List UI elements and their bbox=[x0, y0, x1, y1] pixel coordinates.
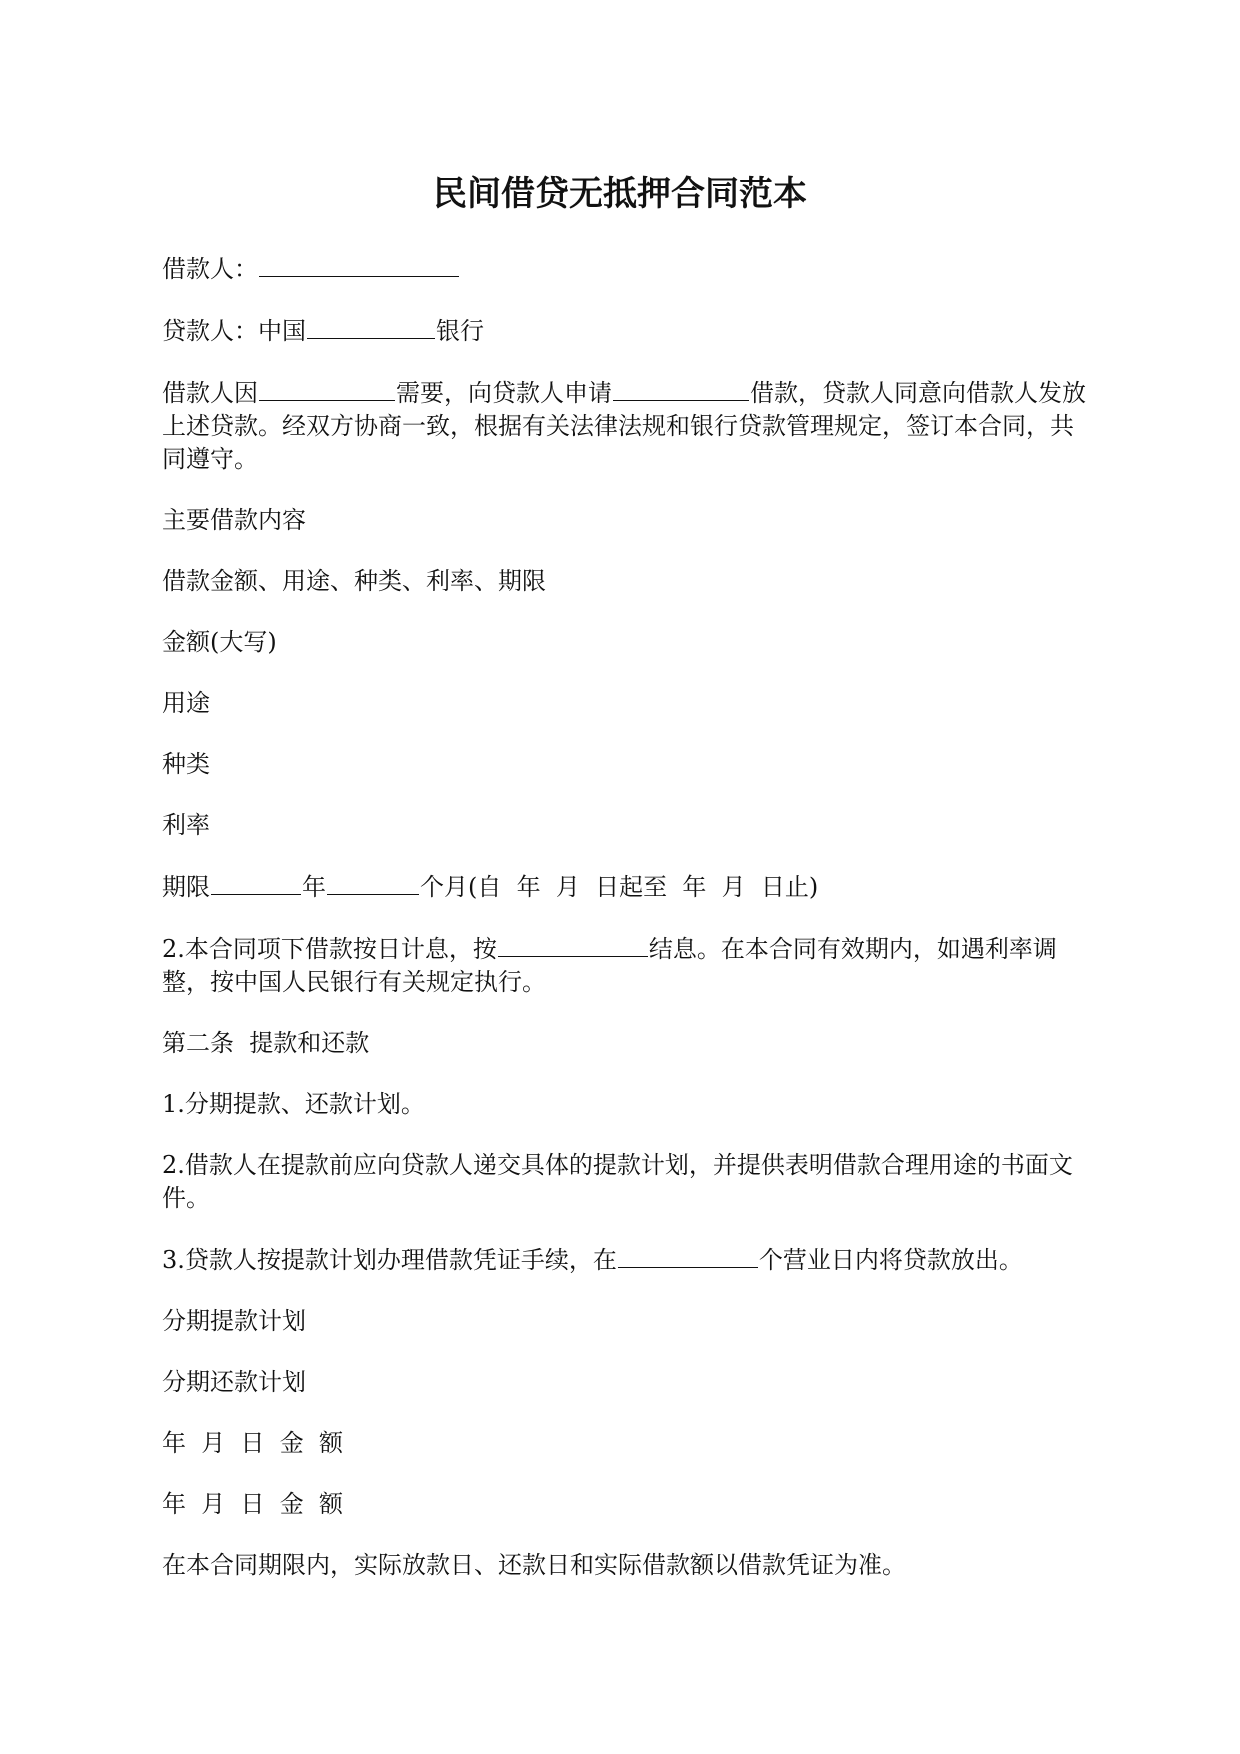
clause-3 bbox=[162, 1243, 1092, 1277]
purpose-blank bbox=[259, 376, 395, 401]
lender-label: 贷款人：中国 bbox=[162, 317, 306, 345]
lender-line bbox=[162, 314, 1092, 348]
document-body bbox=[162, 252, 1092, 1610]
loan-items-line: 借款金额、用途、种类、利率、期限 bbox=[162, 567, 546, 595]
intro-text-1: 借款人因 bbox=[162, 379, 258, 407]
usage-line: 用途 bbox=[162, 689, 210, 717]
lender-bank-suffix: 银行 bbox=[436, 317, 484, 345]
lender-bank-blank bbox=[307, 314, 435, 339]
schedule-row-1: 年 月 日 金 额 bbox=[162, 1429, 344, 1457]
settlement-blank bbox=[498, 932, 648, 957]
intro-text-2: 需要，向贷款人申请 bbox=[396, 379, 612, 407]
article-two-heading: 第二条 提款和还款 bbox=[162, 1029, 370, 1057]
intro-paragraph bbox=[162, 376, 1092, 476]
term-year-text: 年 bbox=[302, 873, 326, 901]
clause-3-text-1: 3.贷款人按提款计划办理借款凭证手续，在 bbox=[162, 1246, 617, 1274]
term-line bbox=[162, 870, 1092, 904]
interest-text-1: 2.本合同项下借款按日计息，按 bbox=[162, 935, 497, 963]
schedule-row-2: 年 月 日 金 额 bbox=[162, 1490, 344, 1518]
document-title: 民间借贷无抵押合同范本 bbox=[433, 174, 807, 214]
amount-blank bbox=[613, 376, 749, 401]
main-content-heading: 主要借款内容 bbox=[162, 506, 306, 534]
interest-text-2: 结息。在本合同有效期内，如遇利率调整，按中国人民银行有关规定执行。 bbox=[162, 935, 1057, 996]
borrower-line bbox=[162, 252, 1092, 286]
clause-3-text-2: 个营业日内将贷款放出。 bbox=[758, 1246, 1023, 1274]
rate-line: 利率 bbox=[162, 811, 210, 839]
term-months-blank bbox=[327, 870, 419, 895]
business-days-blank bbox=[618, 1243, 758, 1268]
clause-1: 1.分期提款、还款计划。 bbox=[162, 1090, 425, 1118]
repayment-plan-heading: 分期还款计划 bbox=[162, 1368, 306, 1396]
term-label: 期限 bbox=[162, 873, 210, 901]
borrower-blank bbox=[259, 252, 459, 277]
borrower-label: 借款人： bbox=[162, 255, 258, 283]
clause-2: 2.借款人在提款前应向贷款人递交具体的提款计划，并提供表明借款合理用途的书面文件。 bbox=[162, 1151, 1073, 1212]
intro-text-3: 借款，贷款人同意向借款人发放上述贷款。经双方协商一致，根据有关法律法规和银行贷款管理规定，签订本合同，共同遵守。 bbox=[162, 379, 1086, 473]
drawdown-plan-heading: 分期提款计划 bbox=[162, 1307, 306, 1335]
term-years-blank bbox=[211, 870, 301, 895]
type-line: 种类 bbox=[162, 750, 210, 778]
amount-line: 金额(大写) bbox=[162, 628, 277, 656]
interest-paragraph bbox=[162, 932, 1092, 999]
closing-paragraph: 在本合同期限内，实际放款日、还款日和实际借款额以借款凭证为准。 bbox=[162, 1551, 906, 1579]
term-range-text: 个月(自 年 月 日起至 年 月 日止) bbox=[420, 873, 819, 901]
